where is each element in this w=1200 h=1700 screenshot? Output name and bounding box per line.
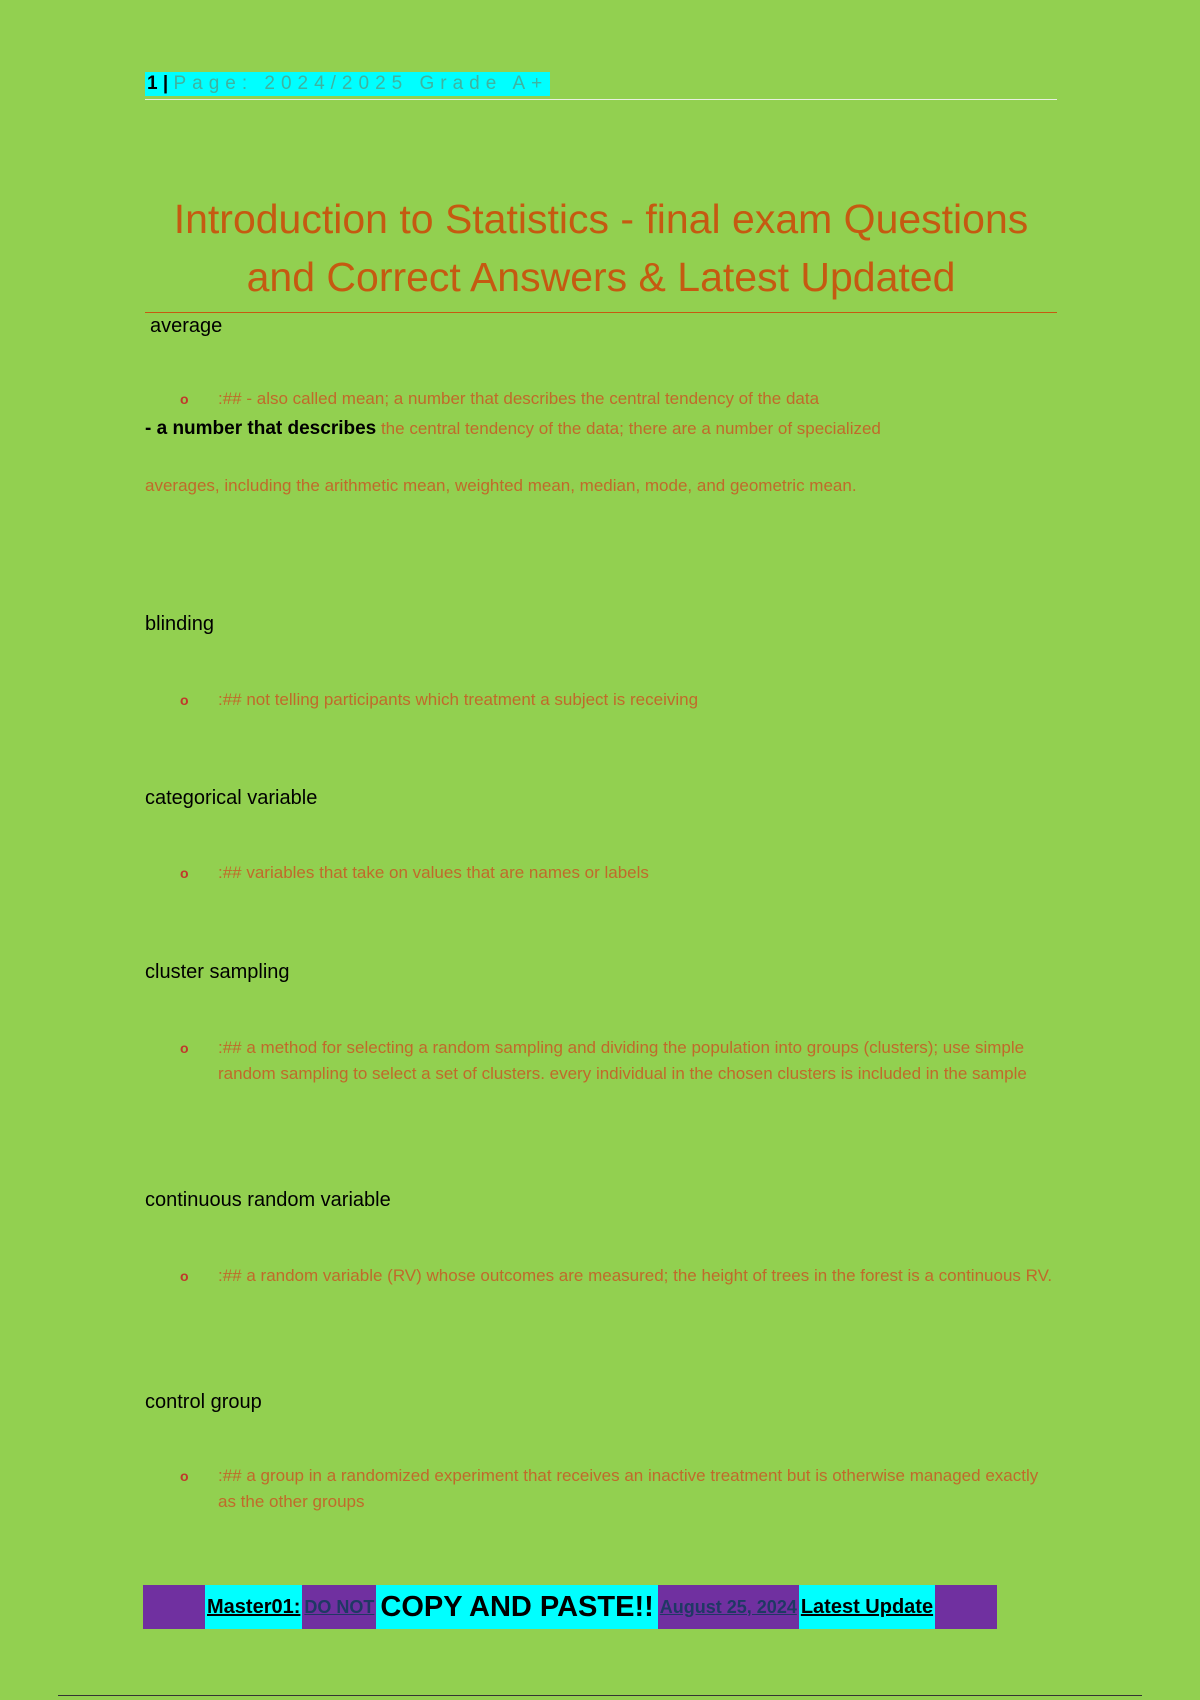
bottom-divider: [58, 1695, 1142, 1696]
answer-text: :## variables that take on values that are names or labels: [218, 863, 649, 882]
answer-average: [180, 386, 1060, 412]
page-year-grade: Page: 2024/2025 Grade A+: [173, 73, 549, 94]
bullet-circle-icon: o: [180, 391, 189, 407]
footer-date: August 25, 2024: [658, 1585, 799, 1629]
bullet-circle-icon: o: [180, 865, 189, 881]
answer-continuous-random-variable: [180, 1263, 1060, 1289]
answer-text: :## a method for selecting a random sampling and dividing the population into groups (clusters); use simple random sampling to select a set of clusters. every individual in the chosen clusters is included in the sample: [218, 1038, 1027, 1083]
document-title: [145, 190, 1057, 313]
term-control-group: control group: [145, 1391, 262, 1413]
bullet-circle-icon: o: [180, 692, 189, 708]
term-categorical-variable: categorical variable: [145, 787, 318, 809]
title-line-2: and Correct Answers & Latest Updated: [246, 254, 956, 300]
footer-copy-warning: COPY AND PASTE!!: [376, 1585, 657, 1629]
answer-average-extra: [145, 416, 1057, 442]
footer-latest-update: Latest Update: [799, 1585, 935, 1629]
term-continuous-random-variable: continuous random variable: [145, 1189, 391, 1211]
bullet-circle-icon: o: [180, 1268, 189, 1284]
page-number: 1 |: [147, 73, 169, 94]
title-line-1: Introduction to Statistics - final exam Questions: [173, 196, 1029, 242]
term-average: average: [150, 315, 223, 337]
term-cluster-sampling: cluster sampling: [145, 961, 290, 983]
answer-text: :## - also called mean; a number that describes the central tendency of the data: [218, 389, 820, 408]
footer-master-label: Master01:: [205, 1585, 302, 1629]
footer-purple-block-left: [143, 1585, 205, 1629]
answer-categorical-variable: [180, 860, 1060, 886]
page-header: [145, 72, 1057, 100]
answer-bold-lead: - a number that describes: [145, 418, 377, 439]
answer-extra-rest: the central tendency of the data; there are a number of specialized: [376, 419, 881, 438]
bullet-circle-icon: o: [180, 1040, 189, 1056]
answer-control-group: [180, 1463, 1060, 1515]
bullet-circle-icon: o: [180, 1468, 189, 1484]
answer-text: :## a random variable (RV) whose outcomes are measured; the height of trees in the forest is a continuous RV.: [218, 1266, 1053, 1285]
answer-blinding: [180, 687, 1060, 713]
footer-purple-block-right: [935, 1585, 997, 1629]
term-blinding: blinding: [145, 613, 214, 635]
answer-cluster-sampling: [180, 1035, 1060, 1087]
footer-banner: [143, 1585, 1057, 1629]
answer-text: :## not telling participants which treatment a subject is receiving: [218, 690, 699, 709]
footer-do-not-label: DO NOT: [302, 1585, 376, 1629]
page-number-label: [145, 72, 550, 96]
answer-average-extra-line2: averages, including the arithmetic mean, weighted mean, median, mode, and geometric mean.: [145, 476, 857, 495]
answer-text: :## a group in a randomized experiment that receives an inactive treatment but is otherwise managed exactly as the other groups: [218, 1466, 1039, 1511]
